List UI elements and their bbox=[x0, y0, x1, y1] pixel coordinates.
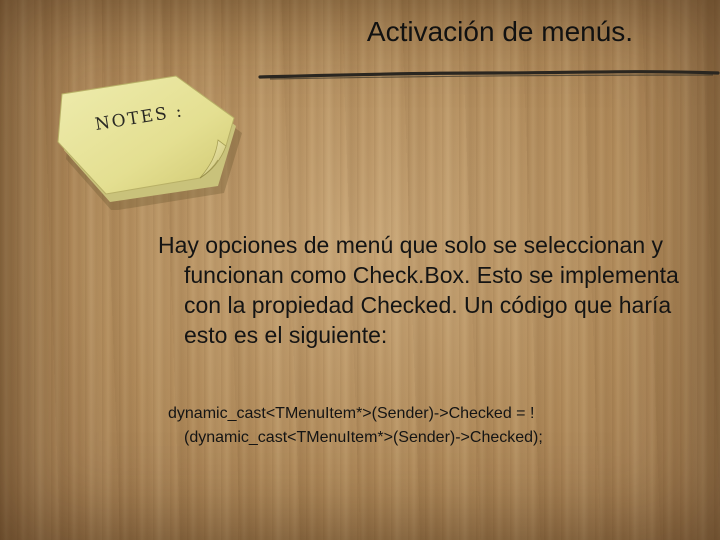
slide-title: Activación de menús. bbox=[366, 16, 634, 47]
sticky-note-icon bbox=[50, 70, 260, 210]
note-label: NOTES : bbox=[93, 101, 186, 135]
title-underline bbox=[258, 64, 720, 86]
code-snippet: dynamic_cast<TMenuItem*>(Sender)->Checked = !(dynamic_cast<TMenuItem*>(Sender)->Checked); bbox=[168, 405, 543, 446]
body-paragraph: Hay opciones de menú que solo se seleccionan y funcionan como Check.Box. Esto se implementa con la propiedad Checked. Un código que haría esto es el siguiente: bbox=[158, 232, 679, 348]
